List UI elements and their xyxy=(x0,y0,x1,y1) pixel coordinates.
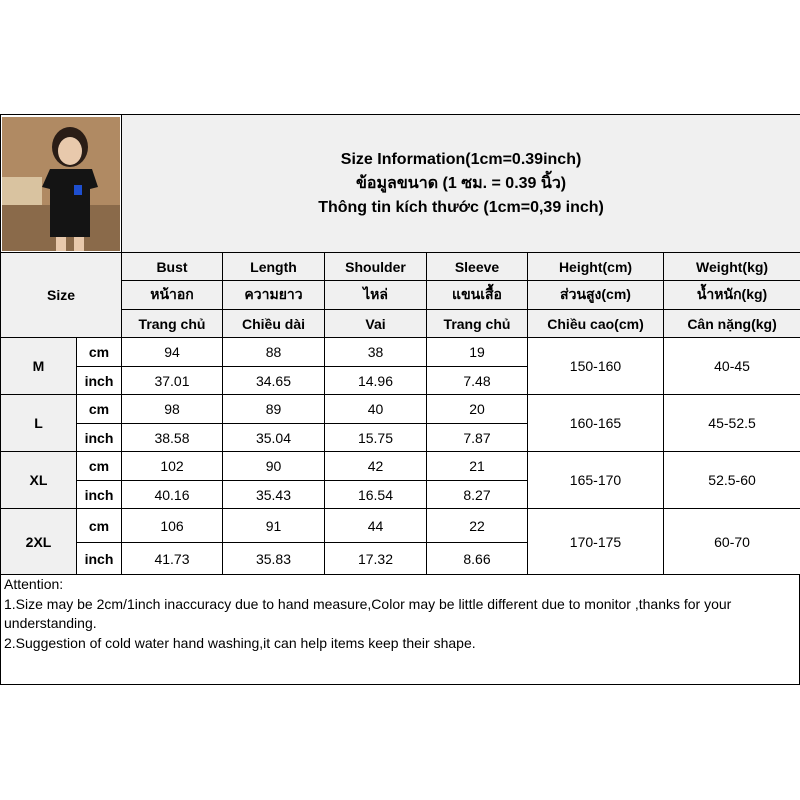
l-length-cm: 89 xyxy=(223,395,325,424)
l-length-inch: 35.04 xyxy=(223,424,325,452)
m-length-cm: 88 xyxy=(223,338,325,367)
xl-bust-inch: 40.16 xyxy=(122,481,223,509)
unit-cm: cm xyxy=(77,395,122,424)
m-weight: 40-45 xyxy=(664,338,800,395)
l-height: 160-165 xyxy=(528,395,664,452)
m-sleeve-cm: 19 xyxy=(427,338,528,367)
attention-note-2: 2.Suggestion of cold water hand washing,it can help items keep their shape. xyxy=(4,634,476,651)
col-height-en: Height(cm) xyxy=(528,253,664,281)
size-info-en: Size Information(1cm=0.39inch) xyxy=(340,150,582,168)
2xl-shoulder-cm: 44 xyxy=(325,509,427,543)
size-2xl: 2XL xyxy=(1,509,77,575)
attention-note-1: 1.Size may be 2cm/1inch inaccuracy due to hand measure,Color may be little different due to monitor ,thanks for your understanding. xyxy=(4,595,732,631)
m-bust-cm: 94 xyxy=(122,338,223,367)
col-shoulder-en: Shoulder xyxy=(325,253,427,281)
col-weight-en: Weight(kg) xyxy=(664,253,800,281)
col-bust-th: หน้าอก xyxy=(122,281,223,310)
l-sleeve-inch: 7.87 xyxy=(427,424,528,452)
l-bust-inch: 38.58 xyxy=(122,424,223,452)
col-shoulder-vi: Vai xyxy=(325,310,427,338)
size-chart xyxy=(0,114,800,685)
l-bust-cm: 98 xyxy=(122,395,223,424)
col-shoulder-th: ไหล่ xyxy=(325,281,427,310)
attention-notes xyxy=(0,575,800,685)
col-bust-vi: Trang chủ xyxy=(122,310,223,338)
product-photo xyxy=(2,117,120,251)
size-info-vi: Thông tin kích thước (1cm=0,39 inch) xyxy=(318,198,604,216)
col-height-th: ส่วนสูง(cm) xyxy=(528,281,664,310)
l-weight: 45-52.5 xyxy=(664,395,800,452)
product-photo-cell xyxy=(1,115,122,253)
unit-inch: inch xyxy=(77,424,122,452)
col-bust-en: Bust xyxy=(122,253,223,281)
unit-inch: inch xyxy=(77,367,122,395)
col-height-vi: Chiều cao(cm) xyxy=(528,310,664,338)
size-info-th: ข้อมูลขนาด (1 ซม. = 0.39 นิ้ว) xyxy=(355,174,567,192)
col-weight-vi: Cân nặng(kg) xyxy=(664,310,800,338)
2xl-sleeve-cm: 22 xyxy=(427,509,528,543)
size-table xyxy=(0,114,800,575)
l-sleeve-cm: 20 xyxy=(427,395,528,424)
col-length-th: ความยาว xyxy=(223,281,325,310)
unit-cm: cm xyxy=(77,509,122,543)
m-shoulder-cm: 38 xyxy=(325,338,427,367)
size-m: M xyxy=(1,338,77,395)
col-weight-th: น้ำหนัก(kg) xyxy=(664,281,800,310)
m-height: 150-160 xyxy=(528,338,664,395)
unit-inch: inch xyxy=(77,543,122,575)
size-xl: XL xyxy=(1,452,77,509)
xl-shoulder-cm: 42 xyxy=(325,452,427,481)
xl-sleeve-cm: 21 xyxy=(427,452,528,481)
2xl-sleeve-inch: 8.66 xyxy=(427,543,528,575)
unit-inch: inch xyxy=(77,481,122,509)
xl-sleeve-inch: 8.27 xyxy=(427,481,528,509)
col-length-vi: Chiều dài xyxy=(223,310,325,338)
size-info-header xyxy=(122,115,800,253)
m-length-inch: 34.65 xyxy=(223,367,325,395)
2xl-height: 170-175 xyxy=(528,509,664,575)
attention-title: Attention: xyxy=(4,576,64,592)
xl-shoulder-inch: 16.54 xyxy=(325,481,427,509)
m-sleeve-inch: 7.48 xyxy=(427,367,528,395)
col-length-en: Length xyxy=(223,253,325,281)
col-sleeve-en: Sleeve xyxy=(427,253,528,281)
2xl-bust-cm: 106 xyxy=(122,509,223,543)
l-shoulder-inch: 15.75 xyxy=(325,424,427,452)
unit-cm: cm xyxy=(77,338,122,367)
xl-weight: 52.5-60 xyxy=(664,452,800,509)
xl-height: 165-170 xyxy=(528,452,664,509)
m-shoulder-inch: 14.96 xyxy=(325,367,427,395)
col-sleeve-vi: Trang chủ xyxy=(427,310,528,338)
xl-bust-cm: 102 xyxy=(122,452,223,481)
unit-cm: cm xyxy=(77,452,122,481)
2xl-bust-inch: 41.73 xyxy=(122,543,223,575)
xl-length-cm: 90 xyxy=(223,452,325,481)
2xl-length-cm: 91 xyxy=(223,509,325,543)
m-bust-inch: 37.01 xyxy=(122,367,223,395)
l-shoulder-cm: 40 xyxy=(325,395,427,424)
2xl-weight: 60-70 xyxy=(664,509,800,575)
size-heading: Size xyxy=(1,253,122,338)
2xl-shoulder-inch: 17.32 xyxy=(325,543,427,575)
model-figure xyxy=(2,117,120,251)
size-l: L xyxy=(1,395,77,452)
2xl-length-inch: 35.83 xyxy=(223,543,325,575)
xl-length-inch: 35.43 xyxy=(223,481,325,509)
col-sleeve-th: แขนเสื้อ xyxy=(427,281,528,310)
